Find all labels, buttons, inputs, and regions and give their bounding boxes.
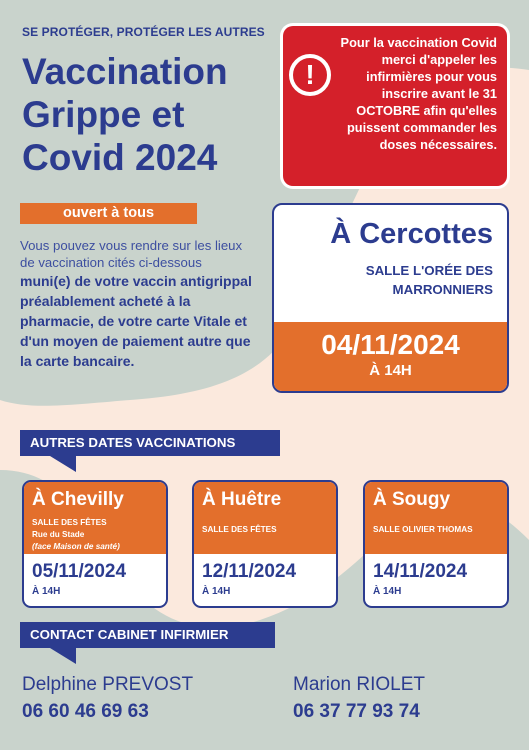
event-venue: SALLE OLIVIER THOMAS xyxy=(373,525,473,534)
contact-phone[interactable]: 06 37 77 93 74 xyxy=(293,701,420,722)
event-card-sougy xyxy=(363,480,509,608)
main-event-venue: SALLE L'ORÉE DES MARRONNIERS xyxy=(365,263,493,297)
other-dates-ribbon xyxy=(20,430,280,456)
intro-paragraph xyxy=(20,237,260,371)
ribbon-tail xyxy=(50,456,76,472)
event-time: À 14H xyxy=(32,586,61,597)
event-address: Rue du Stade xyxy=(32,530,85,539)
exclamation-icon: ! xyxy=(289,54,331,96)
event-time: À 14H xyxy=(202,586,231,597)
event-card-chevilly xyxy=(22,480,168,608)
kicker-text: SE PROTÉGER, PROTÉGER LES AUTRES xyxy=(22,25,265,39)
alert-text: Pour la vaccination Covid merci d'appeler les infirmières pour vous inscrire avant le 31 OCTOBRE afin qu'elles puissent commander les doses nécessaires. xyxy=(340,35,497,152)
intro-normal-text: Vous pouvez vous rendre sur les lieux de vaccination cités ci-dessous xyxy=(20,238,243,270)
event-venue: SALLE DES FÊTES xyxy=(32,518,107,527)
event-city: À Chevilly xyxy=(32,489,124,510)
event-note: (face Maison de santé) xyxy=(32,542,120,551)
event-date: 12/11/2024 xyxy=(202,561,297,582)
covid-alert-box xyxy=(283,26,507,186)
other-dates-heading: AUTRES DATES VACCINATIONS xyxy=(20,430,280,456)
event-city: À Sougy xyxy=(373,489,451,510)
event-city: À Huêtre xyxy=(202,489,282,510)
ribbon-tail xyxy=(50,648,76,664)
open-to-all-badge: ouvert à tous xyxy=(20,203,197,224)
event-date: 14/11/2024 xyxy=(373,561,468,582)
contact-ribbon xyxy=(20,622,275,648)
event-venue: SALLE DES FÊTES xyxy=(202,525,277,534)
contact-phone[interactable]: 06 60 46 69 63 xyxy=(22,701,149,722)
main-event-date: 04/11/2024 xyxy=(321,329,460,360)
main-event-time: À 14H xyxy=(369,362,412,379)
page-title: Vaccination Grippe et Covid 2024 xyxy=(22,51,228,178)
contact-heading: CONTACT CABINET INFIRMIER xyxy=(20,622,275,648)
intro-bold-text: muni(e) de votre vaccin antigrippal préalablement acheté à la pharmacie, de votre carte Vitale et d'un moyen de paiement autre que la carte bancaire. xyxy=(20,273,252,369)
main-event-city: À Cercottes xyxy=(330,218,493,250)
event-time: À 14H xyxy=(373,586,402,597)
contact-delphine xyxy=(22,673,193,725)
main-event-card xyxy=(272,203,509,393)
event-card-huetre xyxy=(192,480,338,608)
contact-name: Marion RIOLET xyxy=(293,674,425,695)
contact-marion xyxy=(293,673,425,725)
event-date: 05/11/2024 xyxy=(32,561,127,582)
contact-name: Delphine PREVOST xyxy=(22,674,194,695)
